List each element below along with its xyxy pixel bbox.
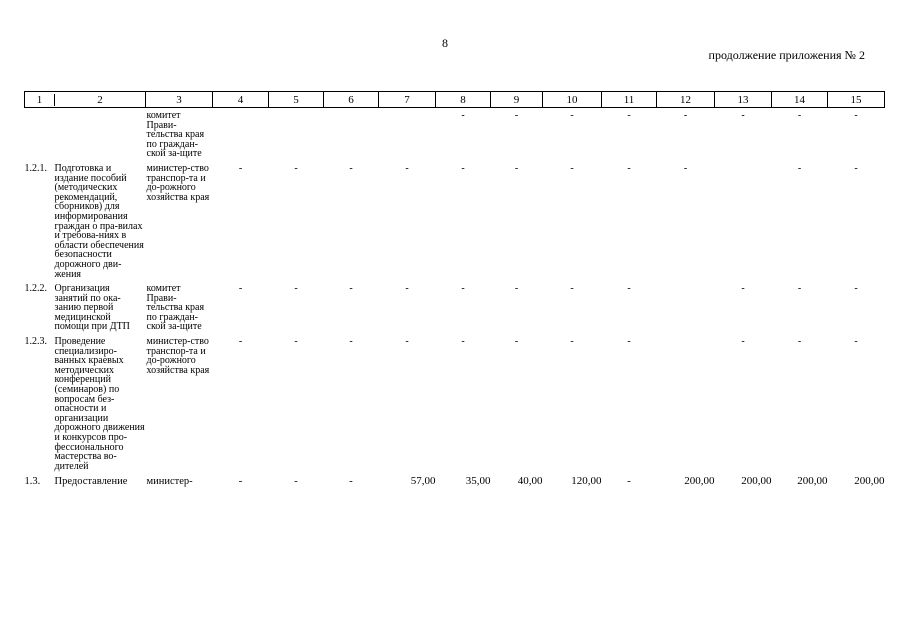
cell-col-8: 35,00 bbox=[465, 475, 491, 488]
cell-col-6: - bbox=[349, 283, 353, 295]
cell-col-6: - bbox=[349, 336, 353, 348]
header-col-9: 9 bbox=[491, 92, 543, 108]
cell-col-14: - bbox=[797, 283, 802, 295]
table-row bbox=[25, 279, 885, 332]
header-col-13: 13 bbox=[715, 92, 772, 108]
cell-col-10: - bbox=[570, 162, 574, 174]
cell-col-4: - bbox=[238, 336, 243, 348]
cell-col-6: - bbox=[349, 475, 353, 488]
cell-col-12: 200,00 bbox=[684, 475, 715, 488]
cell-col-5: - bbox=[294, 162, 298, 174]
cell-col-13: 200,00 bbox=[741, 475, 772, 488]
cell-col-15: - bbox=[854, 110, 858, 121]
cell-col-5 bbox=[269, 108, 324, 159]
cell-col-12: - bbox=[683, 162, 688, 174]
cell-col-10: 120,00 bbox=[571, 475, 602, 488]
row-executor: министер-ство транспор-та и до-рожного хозяйства края bbox=[146, 336, 210, 376]
cell-col-5: - bbox=[294, 336, 298, 348]
cell-col-10: - bbox=[570, 110, 574, 121]
row-title: Организация занятий по ока-занию первой медицинской помощи при ДТП bbox=[54, 283, 130, 333]
cell-col-8: - bbox=[461, 336, 465, 348]
cell-col-15: - bbox=[854, 162, 858, 174]
row-number: 1.3. bbox=[24, 476, 41, 488]
cell-col-5: - bbox=[294, 283, 298, 295]
table-row bbox=[25, 108, 885, 159]
cell-col-13: - bbox=[741, 283, 745, 295]
table-row bbox=[25, 332, 885, 471]
row-number: 1.2.2. bbox=[24, 283, 47, 295]
cell-col-7: - bbox=[405, 162, 409, 174]
cell-col-11: - bbox=[627, 336, 631, 348]
cell-col-12 bbox=[657, 332, 715, 471]
header-col-1-2 bbox=[25, 92, 146, 108]
cell-col-11: - bbox=[627, 162, 631, 174]
cell-col-4 bbox=[213, 108, 269, 159]
header-col-2: 2 bbox=[97, 93, 103, 106]
header-col-8: 8 bbox=[436, 92, 491, 108]
header-col-1: 1 bbox=[25, 94, 55, 106]
cell-col-7: 57,00 bbox=[410, 475, 436, 488]
cell-col-12: - bbox=[683, 110, 688, 121]
appendix-continuation-label: продолжение приложения № 2 bbox=[708, 48, 865, 62]
table-row bbox=[25, 159, 885, 279]
cell-col-8: - bbox=[461, 283, 465, 295]
header-col-15: 15 bbox=[828, 92, 885, 108]
header-col-10: 10 bbox=[543, 92, 602, 108]
cell-col-10: - bbox=[570, 283, 574, 295]
header-col-12: 12 bbox=[657, 92, 715, 108]
row-title: Подготовка и издание пособий (методических рекомендаций, сборников) для информирования граждан о пра-вилах и требова-ниях в области обеспечения безопасности дорожного дви-жения bbox=[54, 162, 144, 280]
header-col-14: 14 bbox=[772, 92, 828, 108]
cell-col-8: - bbox=[461, 162, 465, 174]
row-title: Предоставление bbox=[54, 476, 128, 488]
header-col-3: 3 bbox=[146, 92, 213, 108]
cell-col-13: - bbox=[741, 110, 745, 121]
cell-col-7 bbox=[379, 108, 436, 159]
cell-col-11: - bbox=[627, 475, 631, 488]
cell-col-9: - bbox=[514, 162, 519, 174]
cell-col-7: - bbox=[405, 283, 409, 295]
cell-col-14: - bbox=[797, 336, 802, 348]
row-title bbox=[54, 108, 146, 159]
cell-col-9: - bbox=[514, 283, 519, 295]
cell-col-13: - bbox=[741, 336, 745, 348]
header-col-11: 11 bbox=[602, 92, 657, 108]
cell-col-6 bbox=[324, 108, 379, 159]
cell-col-15: 200,00 bbox=[854, 475, 885, 488]
cell-col-9: - bbox=[514, 110, 519, 121]
cell-col-11: - bbox=[627, 283, 631, 295]
header-col-5: 5 bbox=[269, 92, 324, 108]
cell-col-13 bbox=[715, 159, 772, 279]
cell-col-14: - bbox=[797, 162, 802, 174]
column-number-header-row bbox=[25, 92, 885, 108]
table-row bbox=[25, 471, 885, 487]
row-number: 1.2.1. bbox=[24, 162, 47, 174]
cell-col-10: - bbox=[570, 336, 574, 348]
program-table bbox=[24, 91, 885, 487]
cell-col-9: 40,00 bbox=[517, 475, 543, 488]
cell-col-15: - bbox=[854, 336, 858, 348]
row-executor: комитет Прави-тельства края по граждан-ской за-щите bbox=[146, 283, 205, 333]
header-col-7: 7 bbox=[379, 92, 436, 108]
cell-col-12 bbox=[657, 279, 715, 332]
row-executor: министер-ство транспор-та и до-рожного хозяйства края bbox=[146, 162, 210, 203]
cell-col-14: 200,00 bbox=[797, 475, 828, 488]
cell-col-11: - bbox=[627, 110, 631, 121]
cell-col-4: - bbox=[238, 162, 243, 174]
cell-col-14: - bbox=[797, 110, 802, 121]
row-executor: министер- bbox=[146, 476, 193, 488]
header-col-6: 6 bbox=[324, 92, 379, 108]
row-title: Проведение специализиро-ванных краевых методических конференций (семинаров) по вопросам без-опасности и организации дорожного движения и конкурсов про-фессионального мастерства во-дителей bbox=[54, 336, 145, 472]
cell-col-4: - bbox=[238, 283, 243, 295]
cell-col-4: - bbox=[238, 475, 243, 488]
cell-col-6: - bbox=[349, 162, 353, 174]
cell-col-5: - bbox=[294, 475, 298, 488]
cell-col-7: - bbox=[405, 336, 409, 348]
cell-col-15: - bbox=[854, 283, 858, 295]
row-number: 1.2.3. bbox=[24, 336, 47, 348]
cell-col-9: - bbox=[514, 336, 519, 348]
row-executor: комитет Прави-тельства края по граждан-ской за-щите bbox=[146, 110, 205, 160]
header-col-4: 4 bbox=[213, 92, 269, 108]
page-number: 8 bbox=[442, 36, 448, 50]
cell-col-8: - bbox=[461, 110, 465, 121]
row-number bbox=[25, 108, 54, 159]
